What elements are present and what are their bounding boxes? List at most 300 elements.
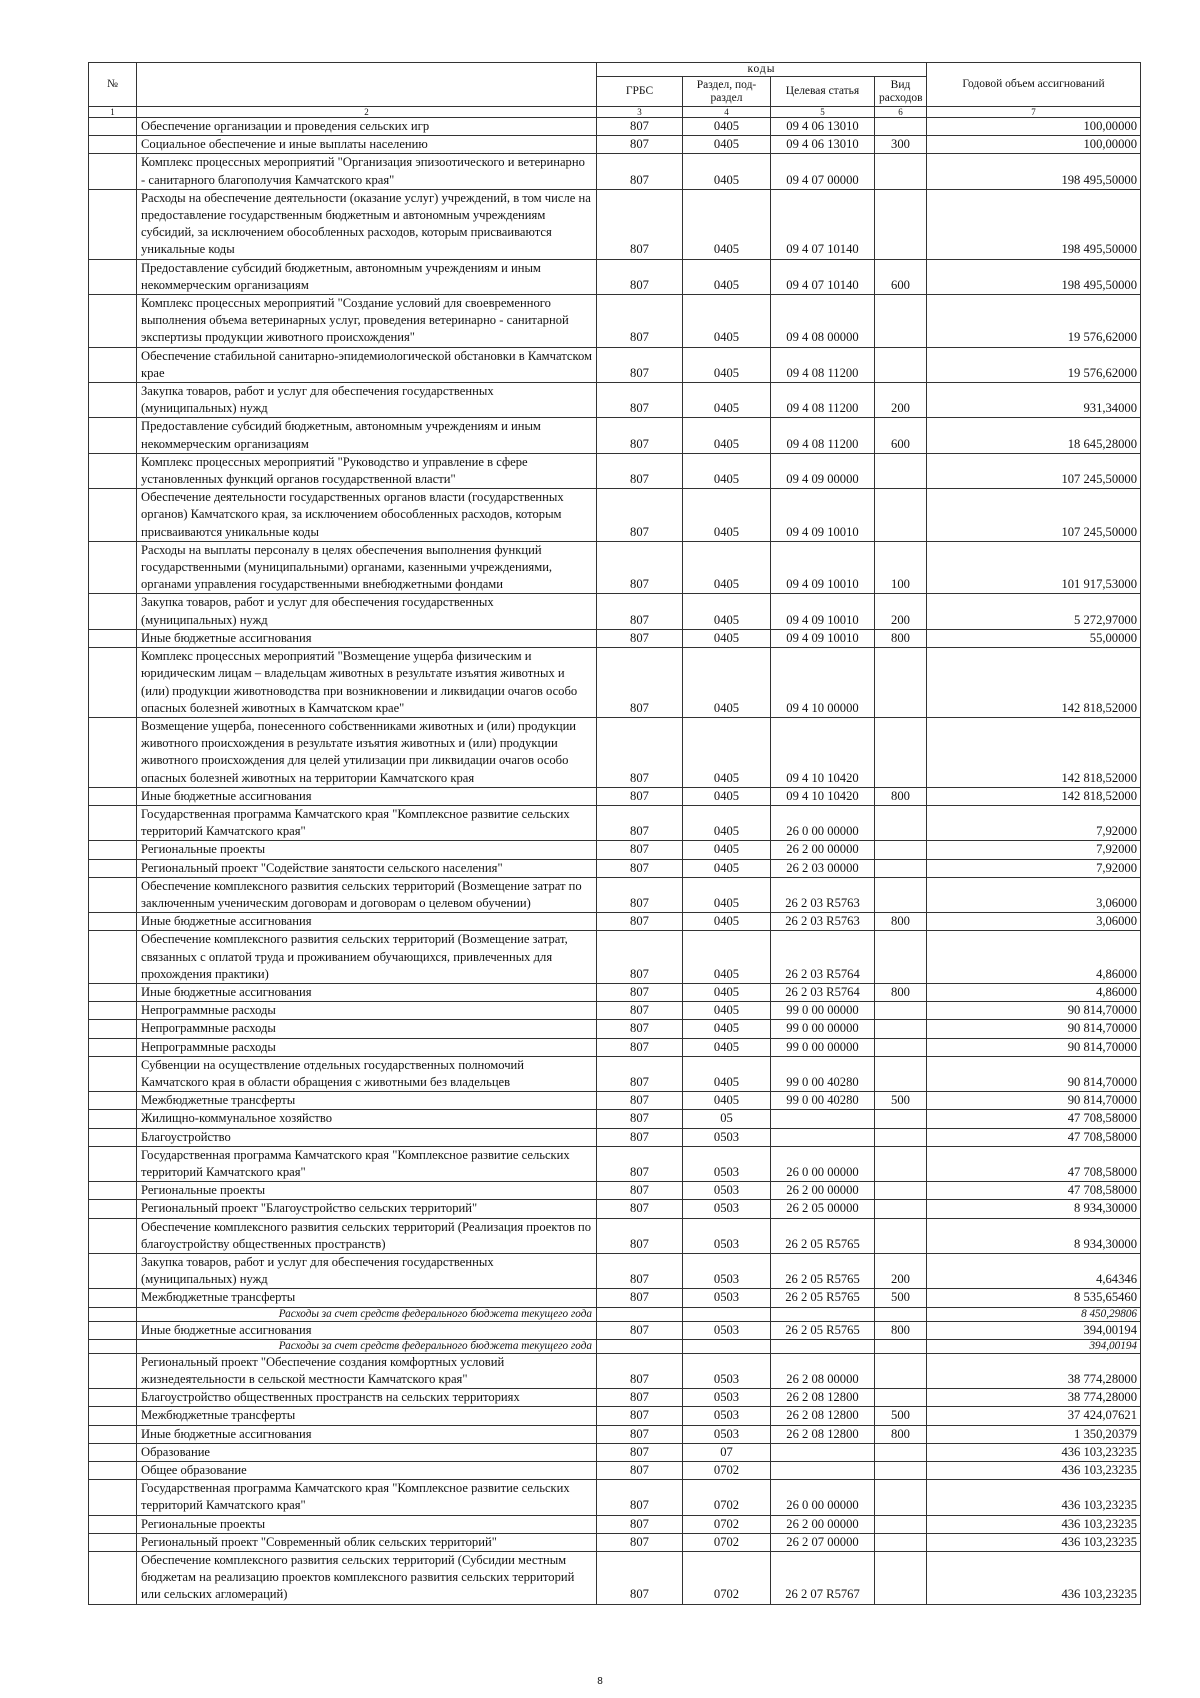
row-target-cell: 26 2 03 00000 xyxy=(771,859,875,877)
row-target-cell: 26 2 00 00000 xyxy=(771,1515,875,1533)
row-vid-cell xyxy=(875,1038,927,1056)
row-amount-cell: 38 774,28000 xyxy=(927,1353,1141,1388)
row-name-cell: Непрограммные расходы xyxy=(137,1002,597,1020)
table-row xyxy=(89,1443,1141,1461)
table-row xyxy=(89,1353,1141,1388)
row-number-cell xyxy=(89,1307,137,1321)
row-vid-cell xyxy=(875,347,927,382)
row-name-cell: Иные бюджетные ассигнования xyxy=(137,629,597,647)
row-grbs-cell: 807 xyxy=(597,1533,683,1551)
row-number-cell xyxy=(89,347,137,382)
row-grbs-cell: 807 xyxy=(597,1128,683,1146)
row-target-cell: 99 0 00 00000 xyxy=(771,1002,875,1020)
row-target-cell: 09 4 09 10010 xyxy=(771,489,875,542)
table-row xyxy=(89,1020,1141,1038)
row-name-cell: Расходы за счет средств федерального бюджета текущего года xyxy=(137,1339,597,1353)
row-name-cell: Комплекс процессных мероприятий "Создание условий для своевременного выполнения объема ветеринарных услуг, проведения ветеринарно - санитарной экспертизы продукции животного происхождения" xyxy=(137,295,597,348)
row-vid-cell: 800 xyxy=(875,983,927,1001)
row-vid-cell xyxy=(875,1515,927,1533)
row-grbs-cell: 807 xyxy=(597,1480,683,1515)
row-section-cell: 0405 xyxy=(683,859,771,877)
row-number-cell xyxy=(89,383,137,418)
row-section-cell: 0405 xyxy=(683,189,771,259)
row-number-cell xyxy=(89,1289,137,1307)
row-number-cell xyxy=(89,136,137,154)
row-grbs-cell: 807 xyxy=(597,983,683,1001)
row-vid-cell: 800 xyxy=(875,787,927,805)
budget-table xyxy=(88,62,1141,1605)
table-body xyxy=(89,118,1141,1605)
row-target-cell: 26 2 00 00000 xyxy=(771,1182,875,1200)
header-amount: Годовой объем ассигнований xyxy=(927,63,1141,107)
row-grbs-cell: 807 xyxy=(597,1321,683,1339)
row-vid-cell xyxy=(875,717,927,787)
row-target-cell xyxy=(771,1307,875,1321)
row-amount-cell: 4,64346 xyxy=(927,1254,1141,1289)
table-row xyxy=(89,1038,1141,1056)
table-row xyxy=(89,347,1141,382)
table-row xyxy=(89,1425,1141,1443)
row-grbs-cell: 807 xyxy=(597,859,683,877)
row-amount-cell: 3,06000 xyxy=(927,877,1141,912)
row-section-cell: 0702 xyxy=(683,1515,771,1533)
row-number-cell xyxy=(89,1092,137,1110)
row-name-cell: Иные бюджетные ассигнования xyxy=(137,913,597,931)
row-target-cell: 09 4 08 11200 xyxy=(771,383,875,418)
row-number-cell xyxy=(89,1321,137,1339)
row-section-cell: 0405 xyxy=(683,1002,771,1020)
row-vid-cell xyxy=(875,1552,927,1605)
row-vid-cell xyxy=(875,489,927,542)
table-row xyxy=(89,805,1141,840)
row-amount-cell: 107 245,50000 xyxy=(927,453,1141,488)
row-name-cell: Межбюджетные трансферты xyxy=(137,1289,597,1307)
row-number-cell xyxy=(89,154,137,189)
row-vid-cell: 200 xyxy=(875,1254,927,1289)
row-name-cell: Обеспечение комплексного развития сельских территорий (Субсидии местным бюджетам на реализацию проектов комплексного развития сельских территорий или сельских агломераций) xyxy=(137,1552,597,1605)
table-row xyxy=(89,1200,1141,1218)
row-number-cell xyxy=(89,259,137,294)
row-grbs-cell: 807 xyxy=(597,629,683,647)
row-number-cell xyxy=(89,841,137,859)
row-amount-cell: 436 103,23235 xyxy=(927,1515,1141,1533)
row-number-cell xyxy=(89,877,137,912)
row-amount-cell: 47 708,58000 xyxy=(927,1146,1141,1181)
table-row xyxy=(89,1110,1141,1128)
row-target-cell: 99 0 00 40280 xyxy=(771,1092,875,1110)
row-amount-cell: 8 450,29806 xyxy=(927,1307,1141,1321)
table-row xyxy=(89,913,1141,931)
budget-table-sheet xyxy=(88,62,1140,1605)
row-grbs-cell: 807 xyxy=(597,541,683,594)
row-number-cell xyxy=(89,1533,137,1551)
row-target-cell: 26 2 05 00000 xyxy=(771,1200,875,1218)
row-target-cell: 09 4 07 00000 xyxy=(771,154,875,189)
row-name-cell: Региональный проект "Содействие занятости сельского населения" xyxy=(137,859,597,877)
row-number-cell xyxy=(89,629,137,647)
row-amount-cell: 8 934,30000 xyxy=(927,1200,1141,1218)
row-grbs-cell: 807 xyxy=(597,1462,683,1480)
row-vid-cell: 300 xyxy=(875,136,927,154)
row-number-cell xyxy=(89,1002,137,1020)
row-amount-cell: 90 814,70000 xyxy=(927,1092,1141,1110)
row-name-cell: Государственная программа Камчатского края "Комплексное развитие сельских территорий Камчатского края" xyxy=(137,805,597,840)
row-target-cell: 99 0 00 00000 xyxy=(771,1020,875,1038)
row-number-cell xyxy=(89,1389,137,1407)
row-grbs-cell: 807 xyxy=(597,189,683,259)
row-section-cell: 0405 xyxy=(683,931,771,984)
row-number-cell xyxy=(89,1020,137,1038)
header-row-1 xyxy=(89,63,1141,77)
row-name-cell: Закупка товаров, работ и услуг для обеспечения государственных (муниципальных) нужд xyxy=(137,1254,597,1289)
row-name-cell: Региональный проект "Современный облик сельских территорий" xyxy=(137,1533,597,1551)
row-name-cell: Региональные проекты xyxy=(137,1515,597,1533)
row-name-cell: Обеспечение организации и проведения сельских игр xyxy=(137,118,597,136)
table-row xyxy=(89,717,1141,787)
row-number-cell xyxy=(89,1339,137,1353)
table-row xyxy=(89,1533,1141,1551)
table-row xyxy=(89,877,1141,912)
table-row xyxy=(89,259,1141,294)
row-number-cell xyxy=(89,453,137,488)
row-name-cell: Обеспечение деятельности государственных органов власти (государственных органов) Камчатского края, за исключением обособленных расходов, которым присваиваются уникальные коды xyxy=(137,489,597,542)
row-number-cell xyxy=(89,648,137,718)
row-name-cell: Образование xyxy=(137,1443,597,1461)
row-grbs-cell: 807 xyxy=(597,841,683,859)
row-amount-cell: 101 917,53000 xyxy=(927,541,1141,594)
row-section-cell: 0405 xyxy=(683,1056,771,1091)
table-row xyxy=(89,1389,1141,1407)
row-number-cell xyxy=(89,717,137,787)
row-section-cell: 0702 xyxy=(683,1480,771,1515)
row-section-cell: 0503 xyxy=(683,1128,771,1146)
row-target-cell: 99 0 00 40280 xyxy=(771,1056,875,1091)
row-section-cell: 0405 xyxy=(683,877,771,912)
row-section-cell: 0503 xyxy=(683,1425,771,1443)
row-section-cell: 0405 xyxy=(683,983,771,1001)
row-name-cell: Закупка товаров, работ и услуг для обеспечения государственных (муниципальных) нужд xyxy=(137,383,597,418)
row-target-cell: 26 2 03 R5763 xyxy=(771,913,875,931)
row-grbs-cell: 807 xyxy=(597,1407,683,1425)
column-number: 2 xyxy=(137,107,597,118)
row-target-cell: 26 0 00 00000 xyxy=(771,805,875,840)
row-vid-cell xyxy=(875,1307,927,1321)
row-number-cell xyxy=(89,489,137,542)
row-grbs-cell: 807 xyxy=(597,1200,683,1218)
row-number-cell xyxy=(89,787,137,805)
row-amount-cell: 37 424,07621 xyxy=(927,1407,1141,1425)
table-row xyxy=(89,118,1141,136)
row-amount-cell: 394,00194 xyxy=(927,1339,1141,1353)
row-name-cell: Расходы на обеспечение деятельности (оказание услуг) учреждений, в том числе на предоставление государственным бюджетным и автономным учреждениям субсидий, за исключением обособленных расходов, которым присваиваются уникальные коды xyxy=(137,189,597,259)
row-section-cell: 0503 xyxy=(683,1218,771,1253)
row-number-cell xyxy=(89,1462,137,1480)
row-name-cell: Комплекс процессных мероприятий "Руководство и управление в сфере установленных функций органов государственной власти" xyxy=(137,453,597,488)
row-vid-cell xyxy=(875,859,927,877)
column-number: 6 xyxy=(875,107,927,118)
row-number-cell xyxy=(89,913,137,931)
row-name-cell: Государственная программа Камчатского края "Комплексное развитие сельских территорий Камчатского края" xyxy=(137,1146,597,1181)
row-number-cell xyxy=(89,805,137,840)
row-target-cell: 09 4 07 10140 xyxy=(771,189,875,259)
row-number-cell xyxy=(89,1425,137,1443)
row-section-cell: 0405 xyxy=(683,648,771,718)
row-vid-cell xyxy=(875,1182,927,1200)
row-grbs-cell xyxy=(597,1307,683,1321)
row-name-cell: Непрограммные расходы xyxy=(137,1038,597,1056)
row-grbs-cell: 807 xyxy=(597,1353,683,1388)
column-number: 3 xyxy=(597,107,683,118)
row-vid-cell: 600 xyxy=(875,418,927,453)
row-amount-cell: 436 103,23235 xyxy=(927,1480,1141,1515)
row-target-cell: 26 2 08 12800 xyxy=(771,1425,875,1443)
row-vid-cell xyxy=(875,931,927,984)
row-section-cell: 0405 xyxy=(683,154,771,189)
row-name-cell: Обеспечение комплексного развития сельских территорий (Возмещение затрат по заключенным ученическим договорам и договорам о целевом обучении) xyxy=(137,877,597,912)
row-name-cell: Обеспечение комплексного развития сельских территорий (Возмещение затрат, связанных с оплатой труда и проживанием обучающихся, привлеченных для прохождения практики) xyxy=(137,931,597,984)
row-vid-cell: 200 xyxy=(875,383,927,418)
row-name-cell: Иные бюджетные ассигнования xyxy=(137,1321,597,1339)
row-amount-cell: 47 708,58000 xyxy=(927,1110,1141,1128)
row-number-cell xyxy=(89,1218,137,1253)
row-grbs-cell: 807 xyxy=(597,453,683,488)
row-number-cell xyxy=(89,1480,137,1515)
row-vid-cell xyxy=(875,1020,927,1038)
row-vid-cell xyxy=(875,189,927,259)
row-target-cell: 26 0 00 00000 xyxy=(771,1480,875,1515)
row-section-cell: 0503 xyxy=(683,1289,771,1307)
row-vid-cell xyxy=(875,1056,927,1091)
table-row xyxy=(89,1218,1141,1253)
row-section-cell: 0702 xyxy=(683,1552,771,1605)
table-row xyxy=(89,295,1141,348)
row-target-cell: 26 2 03 R5764 xyxy=(771,983,875,1001)
table-row xyxy=(89,1146,1141,1181)
row-section-cell: 05 xyxy=(683,1110,771,1128)
row-name-cell: Межбюджетные трансферты xyxy=(137,1407,597,1425)
row-target-cell: 26 2 05 R5765 xyxy=(771,1218,875,1253)
row-target-cell: 09 4 07 10140 xyxy=(771,259,875,294)
row-section-cell: 0405 xyxy=(683,347,771,382)
row-target-cell: 09 4 09 10010 xyxy=(771,594,875,629)
row-grbs-cell: 807 xyxy=(597,1002,683,1020)
row-grbs-cell: 807 xyxy=(597,913,683,931)
row-name-cell: Расходы за счет средств федерального бюджета текущего года xyxy=(137,1307,597,1321)
table-row xyxy=(89,1056,1141,1091)
row-vid-cell: 800 xyxy=(875,629,927,647)
row-amount-cell: 394,00194 xyxy=(927,1321,1141,1339)
row-number-cell xyxy=(89,189,137,259)
row-amount-cell: 90 814,70000 xyxy=(927,1056,1141,1091)
row-target-cell xyxy=(771,1339,875,1353)
row-number-cell xyxy=(89,594,137,629)
row-number-cell xyxy=(89,1254,137,1289)
row-amount-cell: 3,06000 xyxy=(927,913,1141,931)
header-target: Целевая статья xyxy=(771,77,875,107)
row-name-cell: Закупка товаров, работ и услуг для обеспечения государственных (муниципальных) нужд xyxy=(137,594,597,629)
row-target-cell: 09 4 10 00000 xyxy=(771,648,875,718)
row-target-cell: 26 2 08 00000 xyxy=(771,1353,875,1388)
row-vid-cell xyxy=(875,1443,927,1461)
column-number: 1 xyxy=(89,107,137,118)
row-section-cell: 0405 xyxy=(683,453,771,488)
row-number-cell xyxy=(89,1515,137,1533)
row-amount-cell: 8 535,65460 xyxy=(927,1289,1141,1307)
row-amount-cell: 436 103,23235 xyxy=(927,1533,1141,1551)
row-name-cell: Расходы на выплаты персоналу в целях обеспечения выполнения функций государственными (муниципальными) органами, казенными учреждениями, органами управления государственными внебюджетными фондами xyxy=(137,541,597,594)
table-row xyxy=(89,787,1141,805)
row-name-cell: Социальное обеспечение и иные выплаты населению xyxy=(137,136,597,154)
row-amount-cell: 142 818,52000 xyxy=(927,717,1141,787)
row-number-cell xyxy=(89,859,137,877)
row-target-cell xyxy=(771,1462,875,1480)
row-name-cell: Общее образование xyxy=(137,1462,597,1480)
header-grbs: ГРБС xyxy=(597,77,683,107)
row-name-cell: Иные бюджетные ассигнования xyxy=(137,787,597,805)
row-vid-cell: 600 xyxy=(875,259,927,294)
row-grbs-cell: 807 xyxy=(597,489,683,542)
table-row xyxy=(89,1128,1141,1146)
row-grbs-cell: 807 xyxy=(597,383,683,418)
row-amount-cell: 100,00000 xyxy=(927,118,1141,136)
row-amount-cell: 198 495,50000 xyxy=(927,154,1141,189)
table-row xyxy=(89,136,1141,154)
row-target-cell: 09 4 08 00000 xyxy=(771,295,875,348)
row-grbs-cell xyxy=(597,1339,683,1353)
row-grbs-cell: 807 xyxy=(597,787,683,805)
row-vid-cell: 200 xyxy=(875,594,927,629)
row-grbs-cell: 807 xyxy=(597,1443,683,1461)
table-row xyxy=(89,418,1141,453)
row-number-cell xyxy=(89,118,137,136)
row-amount-cell: 55,00000 xyxy=(927,629,1141,647)
row-target-cell: 26 2 05 R5765 xyxy=(771,1289,875,1307)
row-name-cell: Жилищно-коммунальное хозяйство xyxy=(137,1110,597,1128)
row-name-cell: Региональные проекты xyxy=(137,841,597,859)
row-section-cell: 0405 xyxy=(683,594,771,629)
row-vid-cell xyxy=(875,1200,927,1218)
row-section-cell: 0503 xyxy=(683,1321,771,1339)
row-name-cell: Возмещение ущерба, понесенного собственниками животных и (или) продукции животного происхождения в результате изъятия животных и (или) продукции животного происхождения для целей утилизации при ликвидации очагов особо опасных болезней животных на территории Камчатского края xyxy=(137,717,597,787)
column-number: 5 xyxy=(771,107,875,118)
table-row xyxy=(89,541,1141,594)
page-number: 8 xyxy=(597,1676,603,1687)
row-number-cell xyxy=(89,1200,137,1218)
row-vid-cell xyxy=(875,805,927,840)
row-grbs-cell: 807 xyxy=(597,1146,683,1181)
row-number-cell xyxy=(89,1038,137,1056)
row-number-cell xyxy=(89,1056,137,1091)
row-section-cell: 0503 xyxy=(683,1200,771,1218)
row-number-cell xyxy=(89,1182,137,1200)
table-row xyxy=(89,983,1141,1001)
row-grbs-cell: 807 xyxy=(597,118,683,136)
row-amount-cell: 1 350,20379 xyxy=(927,1425,1141,1443)
row-amount-cell: 38 774,28000 xyxy=(927,1389,1141,1407)
row-amount-cell: 436 103,23235 xyxy=(927,1462,1141,1480)
row-number-cell xyxy=(89,295,137,348)
row-name-cell: Иные бюджетные ассигнования xyxy=(137,983,597,1001)
row-target-cell: 99 0 00 00000 xyxy=(771,1038,875,1056)
row-grbs-cell: 807 xyxy=(597,1515,683,1533)
row-section-cell: 0405 xyxy=(683,118,771,136)
row-grbs-cell: 807 xyxy=(597,1389,683,1407)
row-grbs-cell: 807 xyxy=(597,259,683,294)
row-section-cell: 0405 xyxy=(683,383,771,418)
row-vid-cell xyxy=(875,841,927,859)
row-section-cell: 0405 xyxy=(683,1020,771,1038)
row-section-cell: 0405 xyxy=(683,629,771,647)
row-grbs-cell: 807 xyxy=(597,1020,683,1038)
row-vid-cell xyxy=(875,154,927,189)
row-section-cell: 0503 xyxy=(683,1146,771,1181)
row-section-cell: 0405 xyxy=(683,136,771,154)
row-vid-cell xyxy=(875,648,927,718)
row-section-cell: 0405 xyxy=(683,295,771,348)
table-row xyxy=(89,1480,1141,1515)
row-section-cell: 0405 xyxy=(683,541,771,594)
row-grbs-cell: 807 xyxy=(597,1425,683,1443)
table-row xyxy=(89,453,1141,488)
table-row xyxy=(89,1515,1141,1533)
row-section-cell: 0503 xyxy=(683,1254,771,1289)
row-target-cell: 09 4 09 00000 xyxy=(771,453,875,488)
row-section-cell: 0405 xyxy=(683,913,771,931)
row-number-cell xyxy=(89,418,137,453)
row-number-cell xyxy=(89,1146,137,1181)
row-amount-cell: 142 818,52000 xyxy=(927,787,1141,805)
row-target-cell: 26 2 08 12800 xyxy=(771,1389,875,1407)
row-section-cell: 0503 xyxy=(683,1407,771,1425)
row-vid-cell: 800 xyxy=(875,1425,927,1443)
row-target-cell: 09 4 10 10420 xyxy=(771,717,875,787)
row-name-cell: Региональный проект "Обеспечение создания комфортных условий жизнедеятельности в сельской местности Камчатского края" xyxy=(137,1353,597,1388)
row-vid-cell: 500 xyxy=(875,1092,927,1110)
row-vid-cell: 800 xyxy=(875,1321,927,1339)
row-grbs-cell: 807 xyxy=(597,1182,683,1200)
row-amount-cell: 90 814,70000 xyxy=(927,1002,1141,1020)
row-target-cell xyxy=(771,1110,875,1128)
table-row xyxy=(89,383,1141,418)
row-grbs-cell: 807 xyxy=(597,1038,683,1056)
row-amount-cell: 436 103,23235 xyxy=(927,1552,1141,1605)
row-target-cell xyxy=(771,1128,875,1146)
row-vid-cell xyxy=(875,1533,927,1551)
row-number-cell xyxy=(89,541,137,594)
header-num: № xyxy=(89,63,137,107)
row-target-cell: 09 4 08 11200 xyxy=(771,418,875,453)
row-grbs-cell: 807 xyxy=(597,931,683,984)
row-target-cell: 09 4 09 10010 xyxy=(771,541,875,594)
row-vid-cell: 500 xyxy=(875,1407,927,1425)
table-row xyxy=(89,594,1141,629)
row-vid-cell xyxy=(875,1218,927,1253)
table-row xyxy=(89,1552,1141,1605)
row-amount-cell: 142 818,52000 xyxy=(927,648,1141,718)
row-name-cell: Государственная программа Камчатского края "Комплексное развитие сельских территорий Камчатского края" xyxy=(137,1480,597,1515)
row-name-cell: Обеспечение комплексного развития сельских территорий (Реализация проектов по благоустройству общественных пространств) xyxy=(137,1218,597,1253)
row-grbs-cell: 807 xyxy=(597,805,683,840)
row-amount-cell: 47 708,58000 xyxy=(927,1128,1141,1146)
row-target-cell: 09 4 06 13010 xyxy=(771,136,875,154)
column-numbers-row xyxy=(89,107,1141,118)
row-target-cell: 26 2 07 R5767 xyxy=(771,1552,875,1605)
header-vid: Вид расходов xyxy=(875,77,927,107)
row-target-cell: 26 2 05 R5765 xyxy=(771,1254,875,1289)
row-vid-cell xyxy=(875,118,927,136)
row-section-cell: 0405 xyxy=(683,1092,771,1110)
table-row xyxy=(89,648,1141,718)
